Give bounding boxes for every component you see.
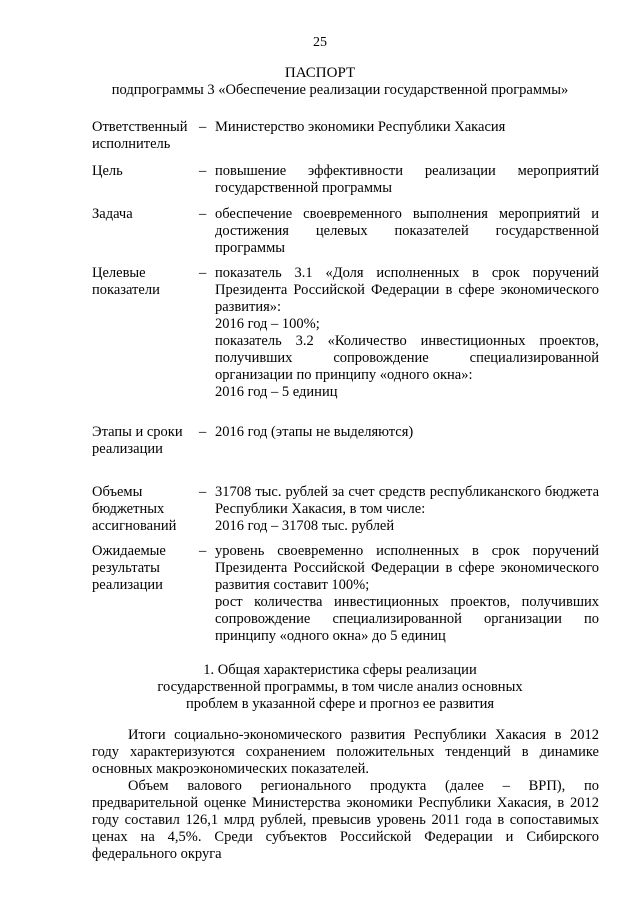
section-heading-line: государственной программы, в том числе анализ основных	[157, 679, 523, 695]
value-line: Министерство экономики Республики Хакасия	[215, 119, 506, 135]
passport-label-stages: Этапы и сроки реализации	[92, 424, 183, 457]
value-line: показатель 3.2 «Количество инвестиционных проектов, получивших сопровождение специализированной организации по принципу «одного окна»:	[215, 333, 599, 383]
passport-label-goal: Цель	[92, 163, 123, 179]
passport-value-stages	[215, 424, 599, 441]
passport-label-funding: Объемы бюджетных ассигнований	[92, 484, 177, 534]
dash: –	[199, 484, 207, 500]
value-line: 2016 год – 31708 тыс. рублей	[215, 518, 395, 534]
passport-label-executor: Ответственный исполнитель	[92, 119, 188, 152]
body-text	[92, 727, 599, 863]
passport-value-results	[215, 543, 599, 645]
document-title: ПАСПОРТ	[284, 65, 356, 81]
value-line: 2016 год – 100%;	[215, 316, 320, 332]
passport-label-results: Ожидаемые результаты реализации	[92, 543, 166, 593]
section-heading-line: 1. Общая характеристика сферы реализации	[203, 662, 477, 678]
passport-value-task	[215, 206, 599, 257]
section-heading-line: проблем в указанной сфере и прогноз ее развития	[185, 696, 495, 712]
dash: –	[199, 119, 207, 135]
value-line: обеспечение своевременного выполнения мероприятий и достижения целевых показателей государственной программы	[215, 206, 599, 256]
body-paragraph: Итоги социально-экономического развития Республики Хакасия в 2012 году характеризуются сохранением положительных тенденций в динамике основных макроэкономических показателей.	[92, 727, 599, 777]
document-subtitle: подпрограммы 3 «Обеспечение реализации государственной программы»	[111, 82, 569, 98]
dash: –	[199, 265, 207, 281]
page-number: 25	[313, 35, 327, 50]
passport-value-funding	[215, 484, 599, 535]
passport-value-executor	[215, 119, 599, 136]
passport-label-task: Задача	[92, 206, 133, 222]
value-line: повышение эффективности реализации мероприятий государственной программы	[215, 163, 599, 196]
value-line: уровень своевременно исполненных в срок поручений Президента Российской Федерации в сфере экономического развития составит 100%;	[215, 543, 599, 593]
body-paragraph: Объем валового регионального продукта (далее – ВРП), по предварительной оценке Министерства экономики Республики Хакасия, в 2012 году составил 126,1 млрд рублей, превысив уровень 2011 года в сопоставимых ценах на 4,5%. Среди субъектов Российской Федерации и Сибирского федерального округа	[92, 778, 599, 862]
dash: –	[199, 424, 207, 440]
passport-value-indicators	[215, 265, 599, 401]
value-line: 2016 год (этапы не выделяются)	[215, 424, 414, 440]
section-heading	[0, 662, 640, 713]
passport-value-goal	[215, 163, 599, 197]
value-line: показатель 3.1 «Доля исполненных в срок поручений Президента Российской Федерации в сфере экономического развития»:	[215, 265, 599, 315]
dash: –	[199, 543, 207, 559]
value-line: 31708 тыс. рублей за счет средств республиканского бюджета Республики Хакасия, в том числе:	[215, 484, 599, 517]
passport-label-indicators: Целевые показатели	[92, 265, 160, 298]
value-line: 2016 год – 5 единиц	[215, 384, 338, 400]
dash: –	[199, 206, 207, 222]
dash: –	[199, 163, 207, 179]
value-line: рост количества инвестиционных проектов, получивших сопровождение специализированной организации по принципу «одного окна» до 5 единиц	[215, 594, 599, 644]
